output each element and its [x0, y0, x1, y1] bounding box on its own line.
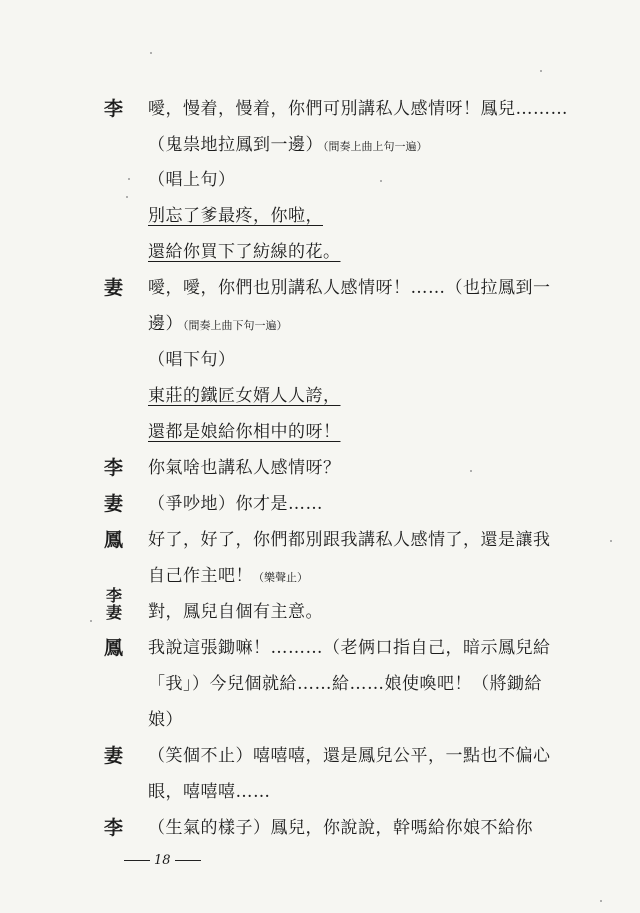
- dialogue-segment: （唱上句）: [148, 170, 236, 190]
- script-line: [0, 523, 640, 553]
- dialogue-text: [148, 561, 308, 586]
- dialogue-segment: 噯，慢着，慢着，你們可別講私人感情呀！鳳兒………: [148, 99, 568, 119]
- speaker-label: 李: [104, 817, 124, 839]
- page-number: [120, 853, 205, 868]
- song-lyric: 別忘了爹最疼，你啦，: [148, 206, 323, 226]
- stage-direction-note: （間奏上曲上句一遍）: [323, 140, 428, 153]
- dialogue-text: [148, 777, 271, 802]
- script-line: [0, 451, 640, 481]
- speaker-label: 鳳: [104, 637, 124, 659]
- dialogue-text: [148, 813, 533, 838]
- script-line: [0, 163, 640, 193]
- dialogue-text: [148, 273, 551, 298]
- script-line: [0, 307, 640, 337]
- dialogue-text: [148, 309, 288, 334]
- song-lyric: 還給你買下了紡線的花。: [148, 242, 341, 262]
- dialogue-text: [148, 417, 341, 442]
- dialogue-text: [148, 633, 551, 658]
- scan-speck: [470, 470, 472, 472]
- dialogue-segment: （唱下句）: [148, 350, 236, 370]
- song-lyric: 東莊的鐵匠女婿人人誇，: [148, 386, 341, 406]
- script-line: [0, 487, 640, 517]
- dialogue-text: [148, 525, 551, 550]
- dialogue-text: [148, 130, 428, 155]
- script-line: [0, 775, 640, 805]
- script-line: [0, 739, 640, 769]
- scan-speck: [380, 180, 382, 182]
- script-line: [0, 92, 640, 122]
- dialogue-text: [148, 669, 542, 694]
- speaker-label: 妻: [104, 277, 124, 299]
- scan-speck: [150, 52, 152, 54]
- scan-speck: [128, 178, 130, 180]
- dialogue-segment: 噯，噯，你們也別講私人感情呀！……（也拉鳳到一: [148, 278, 551, 298]
- dialogue-text: [148, 165, 236, 190]
- script-line: [0, 667, 640, 697]
- dialogue-segment: （爭吵地）你才是……: [148, 494, 323, 514]
- dialogue-segment: （笑個不止）嘻嘻嘻，還是鳳兒公平，一點也不偏心: [148, 746, 551, 766]
- dialogue-segment: 自己作主吧！: [148, 566, 253, 586]
- dialogue-segment: 你氣啥也講私人感情呀？: [148, 458, 341, 478]
- dialogue-text: [148, 489, 323, 514]
- script-line: [0, 379, 640, 409]
- dialogue-segment: 好了，好了，你們都別跟我講私人感情了，還是讓我: [148, 530, 551, 550]
- dialogue-text: [148, 94, 568, 119]
- speaker-label: 李 妻: [106, 586, 123, 622]
- script-line: [0, 343, 640, 373]
- dialogue-text: [148, 237, 341, 262]
- stage-direction-note: （間奏上曲下句一遍）: [183, 319, 288, 332]
- speaker-label: 李: [104, 98, 124, 120]
- dialogue-text: [148, 201, 323, 226]
- dialogue-segment: 對，鳳兒自個有主意。: [148, 602, 323, 622]
- dialogue-segment: （鬼祟地拉鳳到一邊）: [148, 135, 323, 155]
- song-lyric: 還都是娘給你相中的呀！: [148, 422, 341, 442]
- dialogue-segment: 娘）: [148, 710, 183, 730]
- script-line: [0, 415, 640, 445]
- page-number-dash-left: [124, 860, 150, 861]
- scan-speck: [126, 196, 128, 198]
- page-number-value: 18: [154, 853, 171, 868]
- speaker-label: 妻: [104, 493, 124, 515]
- script-line: [0, 271, 640, 301]
- dialogue-text: [148, 597, 323, 622]
- scan-speck: [540, 70, 542, 72]
- script-line: [0, 811, 640, 841]
- dialogue-segment: （生氣的樣子）鳳兒，你說說，幹嗎給你娘不給你: [148, 818, 533, 838]
- dialogue-text: [148, 705, 183, 730]
- dialogue-text: [148, 453, 341, 478]
- script-line: [0, 631, 640, 661]
- scan-speck: [600, 900, 602, 902]
- dialogue-text: [148, 345, 236, 370]
- dialogue-text: [148, 741, 551, 766]
- stage-direction-note: （樂聲止）: [253, 571, 308, 584]
- script-line: [0, 199, 640, 229]
- script-line: [0, 703, 640, 733]
- dialogue-text: [148, 381, 341, 406]
- dialogue-segment: 眼，嘻嘻嘻……: [148, 782, 271, 802]
- speaker-label: 妻: [104, 745, 124, 767]
- script-line: [0, 559, 640, 589]
- speaker-label: 李: [104, 457, 124, 479]
- speaker-label: 鳳: [104, 529, 124, 551]
- page-number-dash-right: [175, 860, 201, 861]
- script-line: [0, 128, 640, 158]
- dialogue-segment: 邊）: [148, 314, 183, 334]
- script-line: [0, 586, 640, 625]
- dialogue-segment: 「我」）今兒個就給……給……娘使喚吧！（將鋤給: [148, 674, 542, 694]
- scan-speck: [90, 620, 92, 622]
- scan-speck: [610, 540, 612, 542]
- script-line: [0, 235, 640, 265]
- dialogue-segment: 我說這張鋤嘛！………（老俩口指自己，暗示鳳兒給: [148, 638, 551, 658]
